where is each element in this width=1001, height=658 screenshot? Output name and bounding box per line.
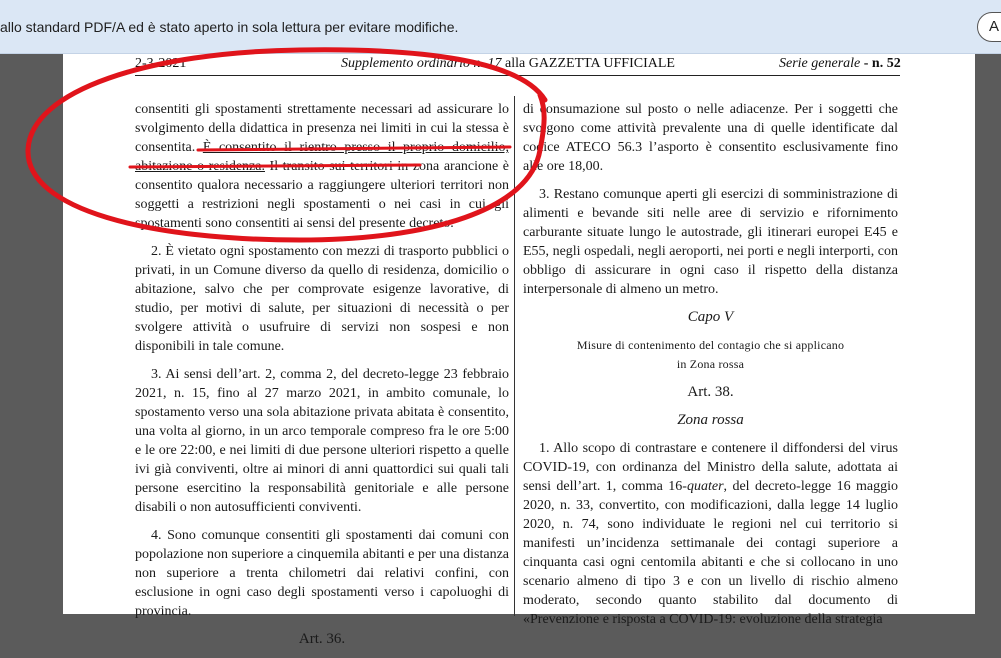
header-gazette — [341, 56, 675, 72]
header-series — [779, 56, 901, 72]
right-p3-text-b: , del decreto-legge 16 maggio 2020, n. 33, convertito, con modificazioni, dalla legge 14 luglio 2020, n. 74, sono individuate le regioni nel cui territorio si manifesti un’incidenza settimanale dei contagi superiore a cinquanta casi ogni centomila abitanti e che si collocano in uno scenario almeno di tipo 3 e con un livello di rischio almeno moderato, secondo quanto stabilito dal documento di «Prevenzione e risposta a COVID-19: evoluzione della strategia — [523, 479, 898, 627]
readonly-info-bar — [0, 0, 1001, 54]
art-36-heading: Art. 36. — [298, 631, 346, 647]
header-series-num: - n. 52 — [863, 56, 901, 71]
capo-subtitle-2: in Zona rossa — [676, 357, 745, 371]
left-paragraph-1 — [135, 100, 509, 233]
left-paragraph-4: 4. Sono comunque consentiti gli spostamenti dai comuni con popolazione non superiore a cinquemila abitanti e per una distanza non superiore a trenta chilometri dai relativi confini, con esclusione in ogni caso degli spostamenti verso i capoluoghi di provincia. — [135, 528, 509, 619]
left-paragraph-3: 3. Ai sensi dell’art. 2, comma 2, del decreto-legge 23 febbraio 2021, n. 15, fino al 27 marzo 2021, in ambito comunale, lo spostamento verso una sola abitazione privata abitata è consentito, una volta al giorno, in un arco temporale compreso fra le ore 5:00 e le ore 22:00, e nei limiti di due persone ulteriori rispetto a quelle ivi già conviventi, oltre ai minori di anni quattordici sui quali tali persone esercitino la responsabilità genitoriale e alle persone disabili o non autosufficienti conviventi. — [135, 367, 509, 515]
header-series-label: Serie generale — [779, 56, 861, 71]
art-38-heading: Art. 38. — [687, 384, 734, 400]
header-connector: alla — [504, 56, 526, 71]
right-paragraph-3 — [523, 439, 898, 629]
art-38-subtitle: Zona rossa — [677, 412, 744, 428]
left-paragraph-2: 2. È vietato ogni spostamento con mezzi di trasporto pubblici o privati, in un Comune diverso da quello di residenza, domicilio o abitazione, salvo che per comprovate esigenze lavorative, di studio, per motivi di salute, per situazioni di necessità o per svolgere attività o usufruire di servizi non sospesi e non disponibili in tale comune. — [135, 244, 509, 354]
left-column — [135, 100, 509, 658]
left-p1-text-a: consentiti gli spostamenti strettamente necessari ad assicurare lo svolgimento della didattica in presenza nei limiti in cui la stessa è consentita. — [135, 102, 509, 155]
right-paragraph-1: di consumazione sul posto o nelle adiacenze. Per i soggetti che svolgono come attività prevalente una di quelle identificate dal codice ATECO 56.3 l’asporto è consentito esclusivamente fino alle ore 18,00. — [523, 102, 898, 174]
enable-editing-button[interactable]: A — [977, 12, 1001, 42]
underlined-highlight: È consentito il rientro presso il proprio domicilio, abitazione o residenza. — [135, 140, 509, 174]
header-supplement: Supplemento ordinario n. 17 — [341, 56, 502, 71]
right-p3-text-a: 1. Allo scopo di contrastare e contenere il diffondersi del virus COVID-19, con ordinanza del Ministro della salute, adottata ai sensi dell’art. 1, comma 16- — [523, 441, 898, 494]
column-divider — [514, 96, 515, 616]
capo-subtitle-1: Misure di contenimento del contagio che si applicano — [576, 338, 845, 352]
header-gazette-name: GAZZETTA UFFICIALE — [528, 56, 675, 71]
capo-subtitle — [523, 336, 898, 374]
capo-title: Capo V — [687, 309, 734, 325]
header-rule — [135, 75, 900, 76]
header-date: 2-3-2021 — [135, 56, 187, 71]
right-p3-quater: quater — [686, 479, 724, 494]
pdf-page — [63, 54, 975, 647]
right-column — [523, 100, 898, 638]
left-p1-text-b: Il transito sui territori in zona arancione è consentito qualora necessario a raggiungere ulteriori territori non soggetti a restrizioni negli spostamenti o nei casi in cui gli spostamenti sono consentiti ai sensi del presente decreto. — [135, 159, 509, 231]
right-paragraph-2: 3. Restano comunque aperti gli esercizi di somministrazione di alimenti e bevande siti nelle aree di servizio e rifornimento carburante situate lungo le autostrade, gli itinerari europei E45 e E55, negli ospedali, negli aeroporti, nei porti e negli interporti, con obbligo di assicurare in ogni caso il rispetto della distanza interpersonale di almeno un metro. — [523, 187, 898, 297]
readonly-message: allo standard PDF/A ed è stato aperto in sola lettura per evitare modifiche. — [0, 19, 459, 35]
